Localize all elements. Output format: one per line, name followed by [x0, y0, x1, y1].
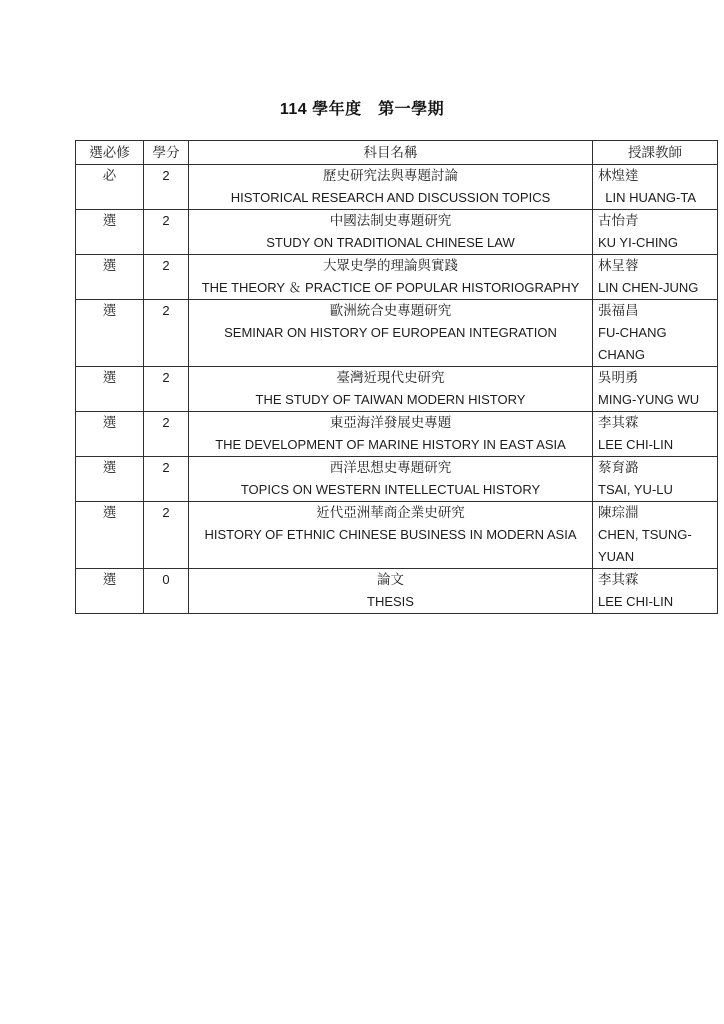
- course-name-zh: 臺灣近現代史研究: [336, 370, 445, 385]
- course-name-en: TOPICS ON WESTERN INTELLECTUAL HISTORY: [240, 482, 541, 497]
- teacher-name-zh: 林呈蓉: [598, 258, 639, 273]
- teacher-cell: [593, 300, 718, 367]
- requirement-value: 選: [102, 460, 117, 475]
- credits-value: 2: [162, 258, 170, 273]
- course-name-en: HISTORY OF ETHNIC CHINESE BUSINESS IN MODERN ASIA: [204, 527, 577, 542]
- course-name-zh: 西洋思想史專題研究: [329, 460, 452, 475]
- course-name-en: STUDY ON TRADITIONAL CHINESE LAW: [266, 235, 515, 250]
- course-name-zh: 論文: [377, 572, 404, 587]
- teacher-name-en: LIN CHEN-JUNG: [598, 280, 699, 295]
- teacher-name-en: LEE CHI-LIN: [598, 594, 674, 609]
- teacher-name-en: KU YI-CHING: [598, 235, 678, 250]
- requirement-cell: [76, 165, 144, 210]
- credits-cell: [144, 367, 189, 412]
- header-credits: 學分: [144, 141, 189, 165]
- course-name-zh: 歐洲統合史專題研究: [329, 303, 452, 318]
- requirement-value: 必: [102, 168, 117, 183]
- credits-cell: [144, 412, 189, 457]
- table-row: [76, 210, 718, 255]
- table-row: [76, 165, 718, 210]
- requirement-value: 選: [102, 303, 117, 318]
- teacher-cell: [593, 210, 718, 255]
- credits-cell: [144, 165, 189, 210]
- course-cell: [189, 412, 593, 457]
- requirement-cell: [76, 569, 144, 614]
- header-requirement: 選必修: [76, 141, 144, 165]
- table-row: [76, 255, 718, 300]
- teacher-name-en: CHEN, TSUNG-: [598, 527, 692, 542]
- teacher-name-en: FU-CHANG: [598, 325, 667, 340]
- teacher-name-zh: 李其霖: [598, 415, 639, 430]
- course-cell: [189, 210, 593, 255]
- table-row: [76, 502, 718, 569]
- table-row: [76, 457, 718, 502]
- teacher-cell: [593, 502, 718, 569]
- requirement-value: 選: [102, 415, 117, 430]
- table-row: [76, 300, 718, 367]
- teacher-name-zh: 張福昌: [598, 303, 639, 318]
- credits-value: 2: [162, 213, 170, 228]
- course-name-zh: 東亞海洋發展史專題: [329, 415, 452, 430]
- teacher-cell: [593, 367, 718, 412]
- table-row: [76, 569, 718, 614]
- requirement-value: 選: [102, 213, 117, 228]
- course-cell: [189, 255, 593, 300]
- teacher-name-zh: 陳琮淵: [598, 505, 639, 520]
- teacher-name-en: TSAI, YU-LU: [598, 482, 673, 497]
- teacher-cell: [593, 165, 718, 210]
- credits-value: 2: [162, 370, 170, 385]
- course-name-zh: 近代亞洲華商企業史研究: [316, 505, 465, 520]
- course-cell: [189, 165, 593, 210]
- credits-cell: [144, 502, 189, 569]
- teacher-name-zh: 林煌達: [598, 168, 639, 183]
- course-name-en: THE DEVELOPMENT OF MARINE HISTORY IN EAST ASIA: [215, 437, 566, 452]
- teacher-name-en: LEE CHI-LIN: [598, 437, 674, 452]
- teacher-cell: [593, 255, 718, 300]
- credits-cell: [144, 457, 189, 502]
- table-row: [76, 367, 718, 412]
- teacher-name-en: CHANG: [598, 347, 645, 362]
- requirement-cell: [76, 457, 144, 502]
- credits-value: 2: [162, 415, 170, 430]
- requirement-value: 選: [102, 572, 117, 587]
- requirement-cell: [76, 367, 144, 412]
- header-course-name: 科目名稱: [189, 141, 593, 165]
- requirement-cell: [76, 300, 144, 367]
- table-row: [76, 412, 718, 457]
- requirement-cell: [76, 255, 144, 300]
- credits-value: 2: [162, 168, 170, 183]
- teacher-name-zh: 蔡育潞: [598, 460, 639, 475]
- requirement-cell: [76, 502, 144, 569]
- header-teacher: 授課教師: [593, 141, 718, 165]
- teacher-name-en: YUAN: [598, 549, 635, 564]
- course-cell: [189, 457, 593, 502]
- course-name-en: THE THEORY ＆ PRACTICE OF POPULAR HISTORIOGRAPHY: [201, 280, 580, 295]
- course-name-zh: 中國法制史專題研究: [329, 213, 452, 228]
- course-name-en: HISTORICAL RESEARCH AND DISCUSSION TOPICS: [230, 190, 551, 205]
- course-cell: [189, 300, 593, 367]
- requirement-cell: [76, 412, 144, 457]
- course-name-en: THESIS: [367, 594, 414, 609]
- course-name-en: THE STUDY OF TAIWAN MODERN HISTORY: [255, 392, 526, 407]
- requirement-value: 選: [102, 505, 117, 520]
- teacher-cell: [593, 569, 718, 614]
- course-cell: [189, 569, 593, 614]
- teacher-name-zh: 吳明勇: [598, 370, 639, 385]
- teacher-name-en: MING-YUNG WU: [598, 392, 700, 407]
- credits-cell: [144, 569, 189, 614]
- course-cell: [189, 367, 593, 412]
- course-name-zh: 大眾史學的理論與實踐: [323, 258, 458, 273]
- credits-value: 2: [162, 505, 170, 520]
- teacher-name-zh: 李其霖: [598, 572, 639, 587]
- requirement-cell: [76, 210, 144, 255]
- teacher-cell: [593, 457, 718, 502]
- teacher-name-en: LIN HUANG-TA: [598, 190, 696, 205]
- teacher-name-zh: 古怡青: [598, 213, 639, 228]
- course-name-zh: 歷史研究法與專題討論: [323, 168, 458, 183]
- requirement-value: 選: [102, 258, 117, 273]
- page-title: 114 學年度 第一學期: [279, 101, 445, 118]
- course-cell: [189, 502, 593, 569]
- course-name-en: SEMINAR ON HISTORY OF EUROPEAN INTEGRATION: [224, 325, 557, 340]
- credits-value: 0: [162, 572, 170, 587]
- credits-cell: [144, 210, 189, 255]
- table-header-row: [76, 141, 718, 165]
- credits-value: 2: [162, 303, 170, 318]
- credits-cell: [144, 300, 189, 367]
- requirement-value: 選: [102, 370, 117, 385]
- course-table: [75, 140, 718, 614]
- credits-value: 2: [162, 460, 170, 475]
- teacher-cell: [593, 412, 718, 457]
- credits-cell: [144, 255, 189, 300]
